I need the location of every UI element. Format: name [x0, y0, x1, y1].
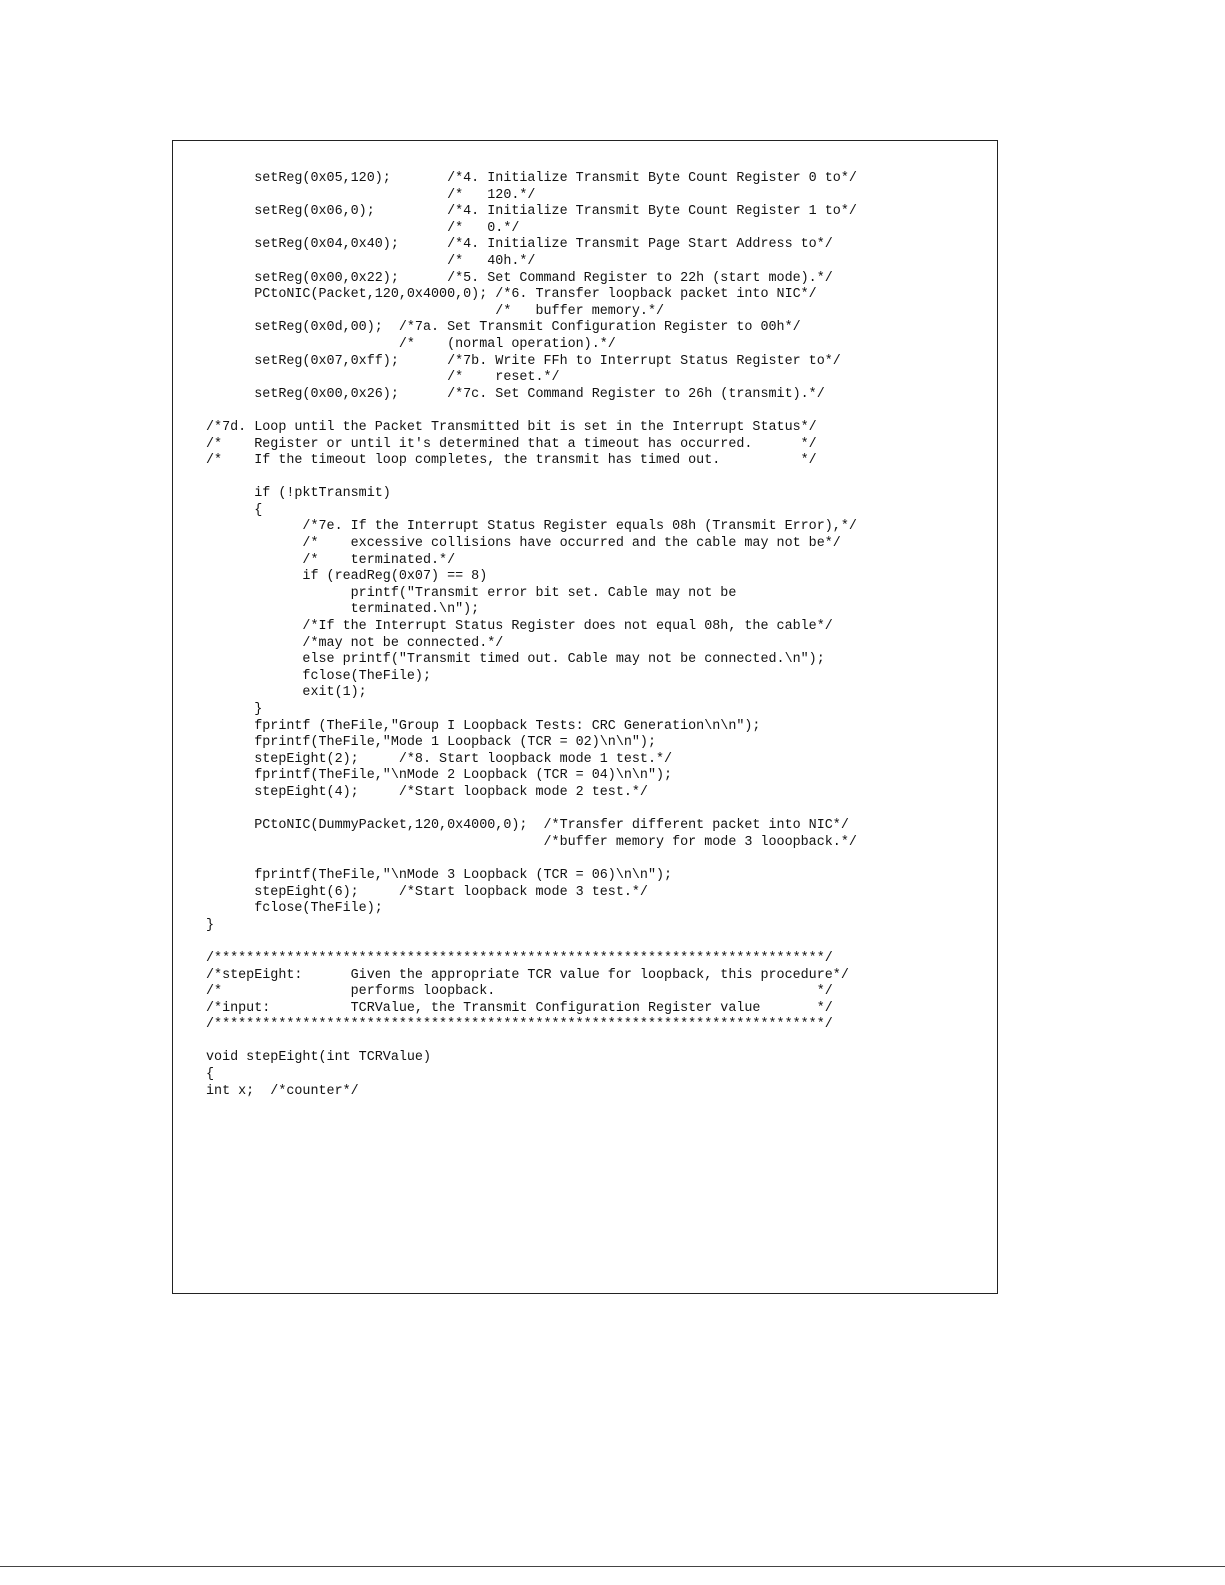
- code-line: stepEight(2); /*8. Start loopback mode 1 test.*/: [206, 751, 673, 767]
- code-line: /* 40h.*/: [206, 253, 536, 269]
- code-line: setReg(0x00,0x26); /*7c. Set Command Register to 26h (transmit).*/: [206, 386, 825, 402]
- code-line: stepEight(6); /*Start loopback mode 3 test.*/: [206, 884, 648, 900]
- code-line: /*buffer memory for mode 3 looopback.*/: [206, 834, 857, 850]
- code-line: /* reset.*/: [206, 370, 560, 386]
- code-line: /* Register or until it's determined that a timeout has occurred. */: [206, 436, 817, 452]
- code-line: /* (normal operation).*/: [206, 336, 616, 352]
- code-line: fprintf(TheFile,"Mode 1 Loopback (TCR = 02)\n\n");: [206, 735, 656, 751]
- code-line: /*stepEight: Given the appropriate TCR value for loopback, this procedure*/: [206, 967, 849, 983]
- code-line: printf("Transmit error bit set. Cable may not be: [206, 585, 737, 601]
- code-line: setReg(0x06,0); /*4. Initialize Transmit Byte Count Register 1 to*/: [206, 204, 857, 220]
- code-line: /* terminated.*/: [206, 552, 456, 568]
- code-line: /* 0.*/: [206, 220, 520, 236]
- code-line: [206, 470, 857, 487]
- code-line: /*may not be connected.*/: [206, 635, 504, 651]
- page-bottom-rule: [0, 1566, 1225, 1567]
- code-line: fclose(TheFile);: [206, 901, 383, 917]
- code-line: if (readReg(0x07) == 8): [206, 569, 488, 585]
- code-line: }: [206, 917, 215, 933]
- code-line: /* buffer memory.*/: [206, 303, 665, 319]
- code-line: [206, 802, 857, 819]
- code-line: }: [206, 702, 263, 717]
- code-line: setReg(0x00,0x22); /*5. Set Command Register to 22h (start mode).*/: [206, 270, 833, 286]
- code-line: [206, 934, 857, 951]
- code-line: int x; /*counter*/: [206, 1083, 359, 1099]
- code-line: /* performs loopback. */: [206, 984, 833, 1000]
- code-listing: [206, 171, 857, 1100]
- code-line: terminated.\n");: [206, 602, 480, 618]
- code-line: exit(1);: [206, 685, 367, 701]
- code-line: if (!pktTransmit): [206, 486, 391, 502]
- code-line: /****************************************************************************/: [206, 1017, 833, 1033]
- code-line: setReg(0x04,0x40); /*4. Initialize Transmit Page Start Address to*/: [206, 237, 833, 253]
- code-line: /* 120.*/: [206, 187, 536, 203]
- code-line: /****************************************************************************/: [206, 950, 833, 966]
- code-line: fprintf(TheFile,"\nMode 2 Loopback (TCR = 04)\n\n");: [206, 768, 673, 784]
- code-line: stepEight(4); /*Start loopback mode 2 test.*/: [206, 784, 648, 800]
- code-line: fclose(TheFile);: [206, 668, 431, 684]
- code-line: /* If the timeout loop completes, the transmit has timed out. */: [206, 453, 817, 469]
- code-line: fprintf (TheFile,"Group I Loopback Tests: CRC Generation\n\n");: [206, 718, 761, 734]
- code-line: {: [206, 502, 263, 518]
- code-line: /*input: TCRValue, the Transmit Configuration Register value */: [206, 1000, 833, 1016]
- code-line: [206, 851, 857, 868]
- code-line: [206, 1034, 857, 1051]
- code-line: void stepEight(int TCRValue): [206, 1050, 431, 1066]
- code-line: setReg(0x07,0xff); /*7b. Write FFh to Interrupt Status Register to*/: [206, 353, 841, 369]
- code-line: [206, 403, 857, 420]
- code-line: PCtoNIC(DummyPacket,120,0x4000,0); /*Transfer different packet into NIC*/: [206, 818, 849, 834]
- code-line: else printf("Transmit timed out. Cable may not be connected.\n");: [206, 652, 825, 668]
- code-line: /*If the Interrupt Status Register does not equal 08h, the cable*/: [206, 619, 833, 635]
- code-line: /* excessive collisions have occurred and the cable may not be*/: [206, 536, 841, 552]
- code-line: /*7e. If the Interrupt Status Register equals 08h (Transmit Error),*/: [206, 519, 857, 535]
- code-line: /*7d. Loop until the Packet Transmitted bit is set in the Interrupt Status*/: [206, 419, 817, 435]
- code-line: {: [206, 1067, 215, 1083]
- code-line: PCtoNIC(Packet,120,0x4000,0); /*6. Transfer loopback packet into NIC*/: [206, 287, 817, 303]
- code-line: fprintf(TheFile,"\nMode 3 Loopback (TCR = 06)\n\n");: [206, 867, 673, 883]
- code-line: setReg(0x0d,00); /*7a. Set Transmit Configuration Register to 00h*/: [206, 320, 801, 336]
- code-line: setReg(0x05,120); /*4. Initialize Transmit Byte Count Register 0 to*/: [206, 171, 857, 186]
